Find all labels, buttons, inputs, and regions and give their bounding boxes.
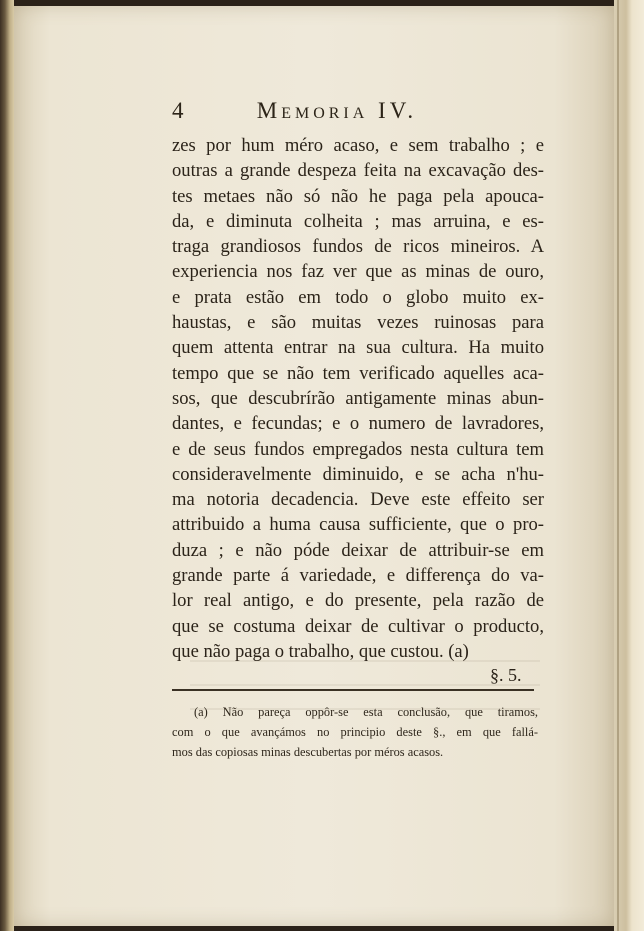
footnote-rule [172,689,534,691]
footnote-line: (a) Não pareça oppôr-se esta conclusão, que tiramos, [194,705,538,719]
body-text [172,133,544,664]
footnote-line: com o que avançámos no principio deste §., em que fallá- [172,725,538,739]
running-title: Memoria IV. [256,98,418,123]
text-line: traga grandiosos fundos de ricos mineiros. A [172,236,544,258]
page-number: 4 [172,98,185,123]
text-line: haustas, e são muitas vezes ruinosas para [172,312,544,334]
book-spine [0,0,14,931]
text-line: consideravelmente diminuido, e se acha n'hu- [172,463,544,485]
text-line: tes metaes não só não he paga pela apouca- [172,185,544,207]
text-line: tempo que se não tem verificado aquelles aca- [172,362,544,384]
text-line: e de seus fundos empregados nesta cultura tem [172,438,544,460]
text-line: ma notoria decadencia. Deve este effeito ser [172,489,544,511]
text-line: que não paga o trabalho, que custou. (a) [172,640,469,662]
text-line: que se costuma deixar de cultivar o producto, [172,615,544,637]
footnote-line: mos das copiosas minas descubertas por méros acasos. [172,745,444,759]
text-line: attribuido a huma causa sufficiente, que o pro- [172,514,544,536]
running-head [172,98,542,124]
text-line: sos, que descubrírão antigamente minas abun- [172,387,544,409]
text-line: zes por hum méro acaso, e sem trabalho ; e [172,135,544,156]
text-line: e prata estão em todo o globo muito ex- [172,286,544,308]
footnote [172,702,538,762]
text-line: experiencia nos faz ver que as minas de ouro, [172,261,544,283]
text-line: duza ; e não póde deixar de attribuir-se em [172,539,544,561]
text-line: dantes, e fecundas; e o numero de lavradores, [172,413,544,435]
text-line: quem attenta entrar na sua cultura. Ha muito [172,337,544,359]
text-line: outras a grande despeza feita na excavação des- [172,160,544,182]
text-line: grande parte á variedade, e differença do va- [172,565,544,587]
catchword: §. 5. [490,665,522,685]
text-line: lor real antigo, e do presente, pela razão de [172,590,544,612]
text-line: da, e diminuta colheita ; mas arruina, e es- [172,210,544,232]
facing-page-edge [614,0,644,931]
